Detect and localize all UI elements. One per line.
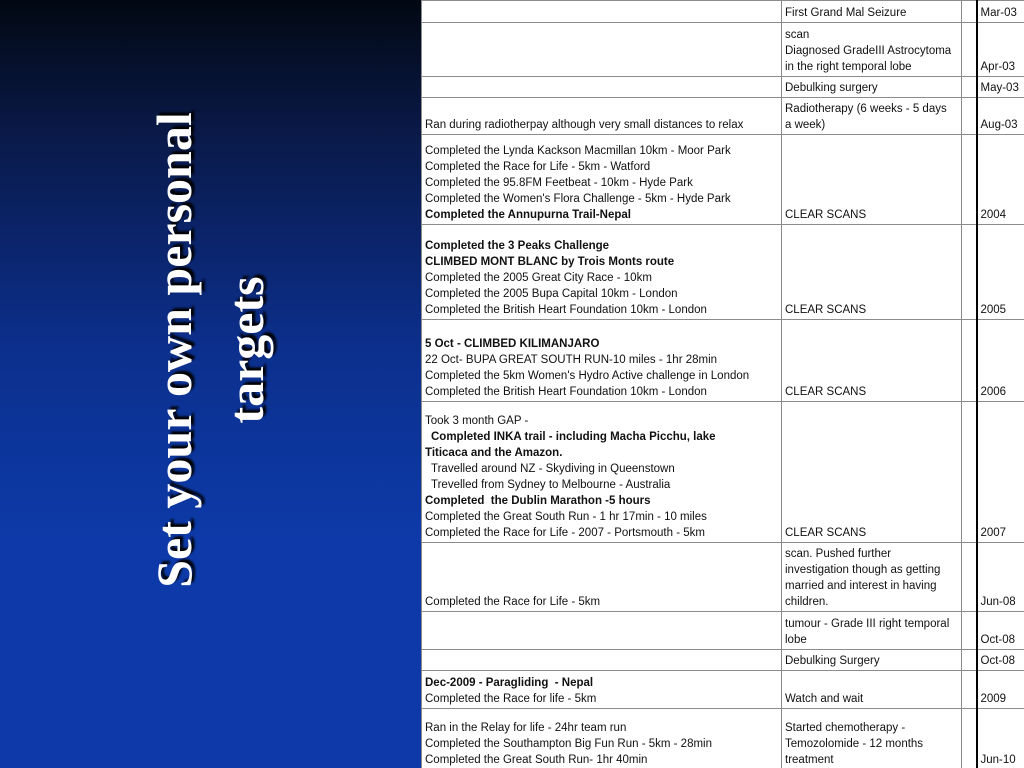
activity-line: 22 Oct- BUPA GREAT SOUTH RUN-10 miles - 1hr 28min — [425, 354, 718, 366]
separator-cell — [962, 1, 977, 23]
date-cell[interactable]: Oct-08 — [977, 612, 1024, 650]
activity-cell[interactable] — [422, 23, 782, 77]
date-cell[interactable]: Mar-03 — [977, 1, 1024, 23]
medical-line: Temozolomide - 12 months — [785, 738, 924, 750]
medical-line: Watch and wait — [785, 693, 864, 705]
activity-line: Completed the 95.8FM Feetbeat - 10km - Hyde Park — [425, 177, 693, 189]
activity-line: Completed the Race for Life - 5km - Watford — [425, 161, 651, 173]
activity-line: Completed the Race for Life - 2007 - Portsmouth - 5km — [425, 527, 705, 539]
activity-cell[interactable] — [422, 225, 782, 320]
activity-line: Completed the Great South Run- 1hr 40min — [425, 754, 648, 766]
title-panel — [0, 0, 421, 768]
activity-line: Ran during radiotherpay although very small distances to relax — [425, 119, 744, 131]
activity-line: Completed the 2005 Bupa Capital 10km - London — [425, 288, 678, 300]
activity-line: Completed the 3 Peaks Challenge — [425, 240, 610, 252]
table-row — [422, 1, 1024, 23]
activity-cell[interactable] — [422, 402, 782, 543]
activity-line: Completed the Lynda Kackson Macmillan 10km - Moor Park — [425, 145, 731, 157]
separator-cell — [962, 98, 977, 135]
activity-cell[interactable] — [422, 1, 782, 23]
activity-cell[interactable] — [422, 77, 782, 98]
date-cell[interactable]: Aug-03 — [977, 98, 1024, 135]
separator-cell — [962, 612, 977, 650]
medical-line: Radiotherapy (6 weeks - 5 days — [785, 103, 947, 115]
activity-line: Ran in the Relay for life - 24hr team run — [425, 722, 627, 734]
table-row — [422, 98, 1024, 135]
medical-line: Diagnosed GradeIII Astrocytoma — [785, 45, 952, 57]
separator-cell — [962, 320, 977, 402]
table-row — [422, 709, 1024, 768]
activity-line: Completed the Southampton Big Fun Run - 5km - 28min — [425, 738, 713, 750]
separator-cell — [962, 23, 977, 77]
date-cell[interactable]: 2009 — [977, 671, 1024, 709]
medical-event-cell[interactable] — [782, 543, 962, 612]
medical-event-cell[interactable] — [782, 671, 962, 709]
separator-cell — [962, 650, 977, 671]
activity-line: Completed the Women's Flora Challenge - 5km - Hyde Park — [425, 193, 731, 205]
timeline-spreadsheet — [421, 0, 1024, 768]
activity-line: Completed the Race for Life - 5km — [425, 596, 601, 608]
table-row — [422, 402, 1024, 543]
medical-line: tumour - Grade III right temporal — [785, 618, 950, 630]
medical-line: scan. Pushed further — [785, 548, 892, 560]
medical-event-cell[interactable] — [782, 98, 962, 135]
medical-line: CLEAR SCANS — [785, 209, 867, 221]
medical-line: lobe — [785, 634, 807, 646]
activity-line: Completed the Great South Run - 1 hr 17min - 10 miles — [425, 511, 707, 523]
table-row — [422, 671, 1024, 709]
medical-line: CLEAR SCANS — [785, 527, 867, 539]
activity-line: CLIMBED MONT BLANC by Trois Monts route — [425, 256, 675, 268]
activity-line: Completed the British Heart Foundation 10km - London — [425, 304, 707, 316]
activity-line: Travelled around NZ - Skydiving in Queenstown — [431, 463, 675, 475]
activity-line: Completed INKA trail - including Macha Picchu, lake — [431, 431, 716, 443]
medical-line: in the right temporal lobe — [785, 61, 912, 73]
separator-cell — [962, 671, 977, 709]
medical-line: First Grand Mal Seizure — [785, 7, 907, 19]
activity-cell[interactable] — [422, 612, 782, 650]
date-cell[interactable]: Apr-03 — [977, 23, 1024, 77]
activity-cell[interactable] — [422, 320, 782, 402]
separator-cell — [962, 402, 977, 543]
medical-line: investigation though as getting — [785, 564, 941, 576]
table-row — [422, 135, 1024, 225]
date-cell[interactable]: 2005 — [977, 225, 1024, 320]
activity-line: Completed the Race for life - 5km — [425, 693, 597, 705]
date-cell[interactable]: Jun-10 — [977, 709, 1024, 768]
table-row — [422, 612, 1024, 650]
medical-event-cell[interactable] — [782, 650, 962, 671]
medical-line: treatment — [785, 754, 834, 766]
medical-line: scan — [785, 29, 810, 41]
medical-event-cell[interactable] — [782, 23, 962, 77]
medical-line: Started chemotherapy - — [785, 722, 906, 734]
medical-event-cell[interactable] — [782, 402, 962, 543]
activity-line: Took 3 month GAP - — [425, 415, 529, 427]
medical-event-cell[interactable] — [782, 1, 962, 23]
activity-line: Completed the Annupurna Trail-Nepal — [425, 209, 631, 221]
separator-cell — [962, 135, 977, 225]
separator-cell — [962, 225, 977, 320]
timeline-table — [421, 0, 1024, 768]
medical-event-cell[interactable] — [782, 77, 962, 98]
table-row — [422, 650, 1024, 671]
date-cell[interactable]: 2006 — [977, 320, 1024, 402]
medical-event-cell[interactable] — [782, 612, 962, 650]
separator-cell — [962, 77, 977, 98]
table-row — [422, 225, 1024, 320]
separator-cell — [962, 709, 977, 768]
activity-cell[interactable] — [422, 650, 782, 671]
activity-line: Titicaca and the Amazon. — [425, 447, 563, 459]
timeline-rows — [422, 1, 1024, 768]
medical-event-cell[interactable] — [782, 225, 962, 320]
medical-event-cell[interactable] — [782, 320, 962, 402]
table-row — [422, 23, 1024, 77]
medical-event-cell[interactable] — [782, 709, 962, 768]
activity-cell[interactable] — [422, 543, 782, 612]
activity-cell[interactable] — [422, 98, 782, 135]
slide-title: Set your own personal targets — [146, 112, 274, 588]
activity-cell[interactable] — [422, 135, 782, 225]
date-cell[interactable]: Oct-08 — [977, 650, 1024, 671]
activity-line: 5 Oct - CLIMBED KILIMANJARO — [425, 338, 600, 350]
activity-line: Dec-2009 - Paragliding - Nepal — [425, 677, 594, 689]
date-cell[interactable]: 2004 — [977, 135, 1024, 225]
date-cell[interactable]: Jun-08 — [977, 543, 1024, 612]
date-cell[interactable]: May-03 — [977, 77, 1024, 98]
medical-line: CLEAR SCANS — [785, 304, 867, 316]
medical-line: CLEAR SCANS — [785, 386, 867, 398]
activity-line: Trevelled from Sydney to Melbourne - Australia — [431, 479, 671, 491]
activity-line: Completed the 5km Women's Hydro Active challenge in London — [425, 370, 750, 382]
separator-cell — [962, 543, 977, 612]
activity-line: Completed the 2005 Great City Race - 10km — [425, 272, 652, 284]
activity-cell[interactable] — [422, 671, 782, 709]
medical-line: a week) — [785, 119, 826, 131]
table-row — [422, 543, 1024, 612]
date-cell[interactable]: 2007 — [977, 402, 1024, 543]
medical-line: children. — [785, 596, 829, 608]
table-row — [422, 320, 1024, 402]
activity-line: Completed the British Heart Foundation 10km - London — [425, 386, 707, 398]
table-row — [422, 77, 1024, 98]
medical-line: Debulking Surgery — [785, 655, 880, 667]
medical-line: married and interest in having — [785, 580, 937, 592]
medical-line: Debulking surgery — [785, 82, 878, 94]
activity-cell[interactable] — [422, 709, 782, 768]
medical-event-cell[interactable] — [782, 135, 962, 225]
activity-line: Completed the Dublin Marathon -5 hours — [425, 495, 651, 507]
